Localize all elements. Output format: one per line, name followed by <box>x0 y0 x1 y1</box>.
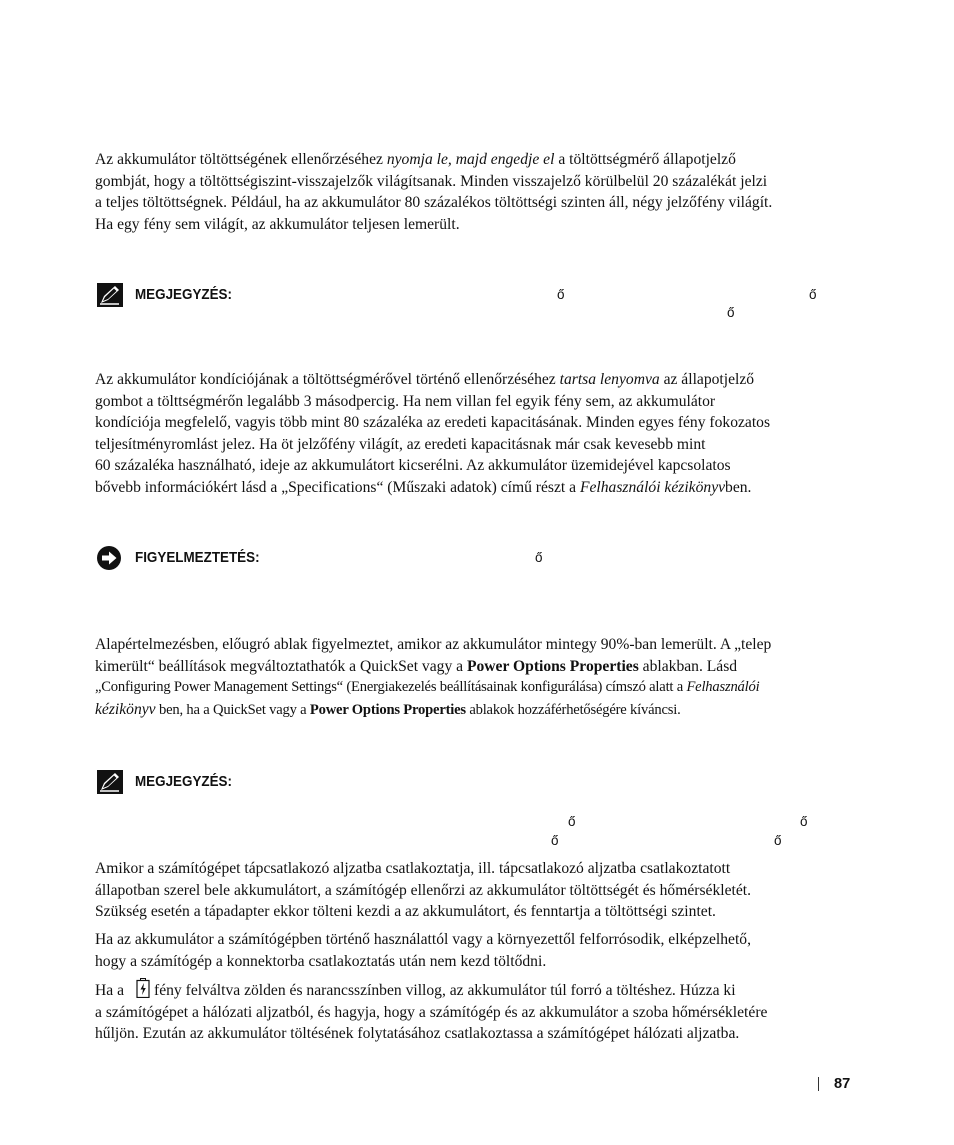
text-line: Alapértelmezésben, előugró ablak figyelmeztet, amikor az akkumulátor mintegy 90%-ban lemerült. A „telep <box>95 636 772 653</box>
text-line: kondíciója megfelelő, vagyis több mint 80 százaléka az eredeti kapacitásának. Minden egyes fény fokozatos <box>95 414 771 431</box>
battery-charge-paragraph <box>95 149 860 235</box>
page-footer <box>818 1076 850 1092</box>
text-fragment: ő <box>568 814 576 829</box>
text-line: a számítógépet a hálózati aljzatból, és hagyja, hogy a számítógép és az akkumulátor a szoba hőmérsékletére <box>95 1003 768 1021</box>
battery-health-paragraph <box>95 369 860 498</box>
text-line: 60 százaléka használható, ideje az akkumulátort kicserélni. Az akkumulátor üzemidejével kapcsolatos <box>95 457 731 474</box>
text-line: kézikönyv ben, ha a QuickSet vagy a Power Options Properties ablakok hozzáférhetőségére kíváncsi. <box>95 700 681 718</box>
manual-title: Felhasználói <box>686 679 760 695</box>
battery-light-paragraph <box>95 978 860 1045</box>
arrow-circle-warning-icon <box>97 546 123 570</box>
text-line: hűljön. Ezután az akkumulátor töltésének folytatásához csatlakoztassa a számítógépet hálózati aljzatba. <box>95 1025 740 1042</box>
text-line: Szükség esetén a tápadapter ekkor tölteni kezdi a az akkumulátort, és fenntartja a töltöttségi szintet. <box>95 903 716 920</box>
text-line: gombját, hogy a töltöttségiszint-visszajelzők világítsanak. Minden visszajelző körülbelül 20 százalékát jelzi <box>95 172 768 190</box>
text-line: hogy a számítógép a konnektorba csatlakoztatás után nem kezd töltődni. <box>95 952 547 970</box>
overheat-paragraph <box>95 929 860 972</box>
note-callout <box>97 770 240 794</box>
warning-label: FIGYELMEZTETÉS: <box>135 550 260 566</box>
text-line: teljesítményromlást jelez. Ha öt jelzőfény világít, az eredeti kapacitásnak már csak kevesebb mint <box>95 435 706 453</box>
text-fragment: ő <box>727 305 735 320</box>
emphasis: tartsa lenyomva <box>559 371 660 388</box>
footer-divider <box>818 1077 819 1091</box>
charging-paragraph <box>95 858 860 923</box>
low-battery-alert-paragraph <box>95 634 860 721</box>
note-label: MEGJEGYZÉS: <box>135 287 232 303</box>
manual-title: Felhasználói kézikönyv <box>579 478 726 496</box>
note-callout <box>97 283 240 307</box>
text-fragment: ő <box>535 550 543 565</box>
note-label: MEGJEGYZÉS: <box>135 774 232 790</box>
text-fragment: ő <box>809 287 817 302</box>
text-line: Az akkumulátor kondíciójának a töltöttségmérővel történő ellenőrzéséhez tartsa lenyomva az állapotjelző <box>95 371 755 388</box>
text-line: „Configuring Power Management Settings“ (Energiakezelés beállításainak konfigurálása) címszó alatt a Felhasználói <box>95 679 760 695</box>
text-line: bővebb információkért lásd a „Specifications“ (Műszaki adatok) című részt a Felhasználói kézikönyvben. <box>95 478 752 496</box>
text-line: állapotban szerel bele akkumulátort, a számítógép ellenőrzi az akkumulátor töltöttségét és hőmérsékletét. <box>95 881 751 899</box>
battery-charge-icon <box>136 978 150 998</box>
pencil-note-icon <box>97 283 123 307</box>
emphasis: nyomja le, majd engedje el <box>386 151 555 168</box>
page-number: 87 <box>834 1076 851 1092</box>
ui-term: Power Options Properties <box>309 701 466 718</box>
text-line: Az akkumulátor töltöttségének ellenőrzéséhez nyomja le, majd engedje el a töltöttségmérő állapotjelző <box>95 151 736 168</box>
text-fragment: ő <box>551 833 559 848</box>
text-fragment: ő <box>800 814 808 829</box>
pencil-note-icon <box>97 770 123 794</box>
text-line: Amikor a számítógépet tápcsatlakozó aljzatba csatlakoztatja, ill. tápcsatlakozó aljzatba csatlakoztatott <box>95 860 731 877</box>
warning-callout <box>97 546 270 570</box>
text-line: gombot a tölttségmérőn legalább 3 másodpercig. Ha nem villan fel egyik fény sem, az akkumulátor <box>95 392 716 410</box>
text-fragment: ő <box>557 287 565 302</box>
text-line: a teljes töltöttségnek. Például, ha az akkumulátor 80 százalékos töltöttségi szinten áll, négy jelzőfény világít. <box>95 194 773 211</box>
text-line: kimerült“ beállítások megváltoztathatók a QuickSet vagy a Power Options Properties ablakban. Lásd <box>95 657 738 675</box>
text-fragment: ő <box>774 833 782 848</box>
text-line: Ha egy fény sem világít, az akkumulátor teljesen lemerült. <box>95 215 460 233</box>
text-line: Ha a fény felváltva zölden és narancsszínben villog, az akkumulátor túl forró a töltéshez. Húzza ki <box>95 978 860 1002</box>
manual-title: kézikönyv <box>95 700 156 718</box>
ui-term: Power Options Properties <box>466 657 639 675</box>
text-line: Ha az akkumulátor a számítógépben történő használattól vagy a környezettől felforrósodik, elképzelhető, <box>95 931 751 948</box>
